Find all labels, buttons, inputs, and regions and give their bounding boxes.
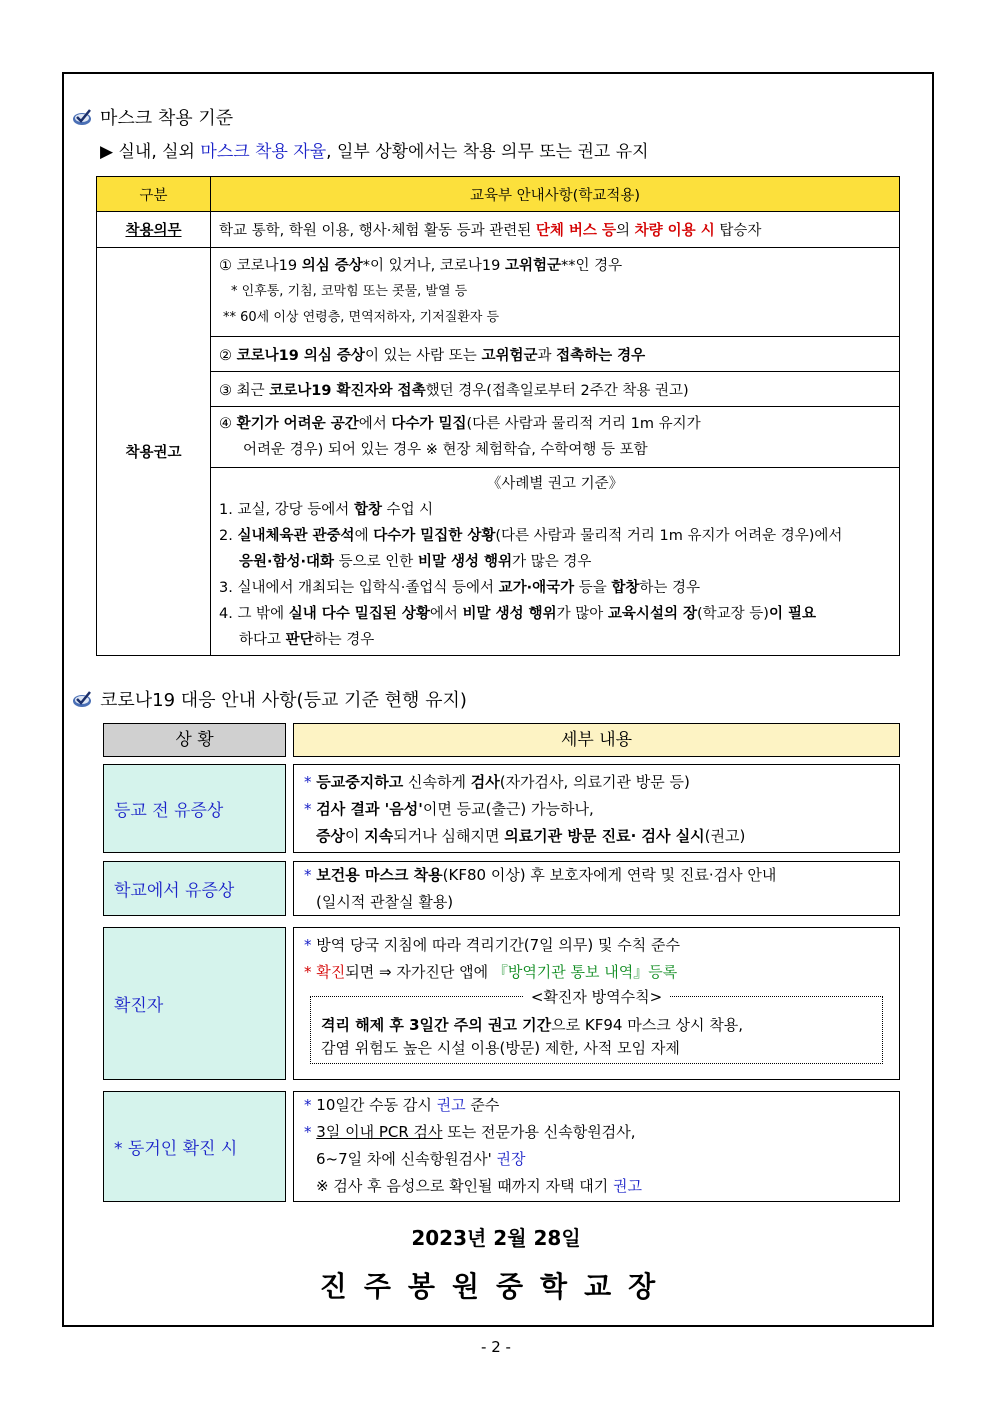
section2-heading	[72, 686, 467, 712]
sub-text-a: 실내, 실외	[118, 142, 195, 162]
rec-row-3: ③ 최근 코로나19 확진자와 접촉했던 경우(접촉일로부터 2주간 착용 권고)	[211, 372, 900, 407]
quarantine-rules-box: <확진자 방역수칙> 격리 해제 후 3일간 주의 권고 기간으로 KF94 마스크 상시 착용, 감염 위험도 높은 시설 이용(방문) 제한, 사적 모임 자제	[310, 996, 883, 1064]
row4-content: * 10일간 수동 감시 권고 준수 * 3일 이내 PCR 검사 또는 전문가용 신속항원검사, 6~7일 차에 신속항원검사' 권장 ※ 검사 후 음성으로 확인될 때까지 자택 대기 권고	[293, 1091, 900, 1202]
check-icon	[72, 689, 92, 709]
sub-text-b: 마스크 착용 자율	[200, 142, 327, 162]
rec-row-1: ① 코로나19 의심 증상*이 있거나, 코로나19 고위험군**인 경우 * 인후통, 기침, 코막힘 또는 콧물, 발열 등 ** 60세 이상 연령층, 면역저하자, 기저질환자 등	[211, 248, 900, 337]
table2-header-right: 세부 내용	[293, 723, 900, 757]
table2-header-left: 상 황	[103, 723, 286, 757]
row2-label: 학교에서 유증상	[103, 861, 286, 916]
section1-heading	[72, 104, 233, 130]
mask-table	[96, 176, 900, 656]
arrow-icon: ▶	[100, 142, 114, 162]
page-number: - 2 -	[481, 1338, 511, 1356]
rec-label: 착용권고	[97, 248, 211, 656]
duty-content: 학교 통학, 학원 이용, 행사·체험 활동 등과 관련된 단체 버스 등의 차량 이용 시 탑승자	[211, 212, 900, 248]
row1-label: 등교 전 유증상	[103, 764, 286, 853]
table1-header-right: 교육부 안내사항(학교적용)	[211, 177, 900, 212]
rec-row-4: ④ 환기가 어려운 공간에서 다수가 밀집(다른 사람과 물리적 거리 1m 유지가 어려운 경우) 되어 있는 경우 ※ 현장 체험학습, 수학여행 등 포함	[211, 407, 900, 468]
document-date: 2023년 2월 28일	[411, 1226, 581, 1250]
sub-text-c: , 일부 상황에서는 착용 의무 또는 권고 유지	[326, 142, 649, 162]
rec-row-2: ② 코로나19 의심 증상이 있는 사람 또는 고위험군과 접촉하는 경우	[211, 337, 900, 372]
duty-label: 착용의무	[97, 212, 211, 248]
row4-label: * 동거인 확진 시	[103, 1091, 286, 1202]
check-icon	[72, 107, 92, 127]
row3-label: 확진자	[103, 927, 286, 1080]
section1-title: 마스크 착용 기준	[100, 108, 234, 129]
row1-content: * 등교중지하고 신속하게 검사(자가검사, 의료기관 방문 등) * 검사 결과 '음성'이면 등교(출근) 가능하나, 증상이 지속되거나 심해지면 의료기관 방문 진료· 검사 실시(권고)	[293, 764, 900, 853]
section2-title: 코로나19 대응 안내 사항(등교 기준 현행 유지)	[100, 690, 467, 711]
rec-row-cases: 《사례별 권고 기준》 1. 교실, 강당 등에서 합창 수업 시 2. 실내체육관 관중석에 다수가 밀집한 상황(다른 사람과 물리적 거리 1m 유지가 어려운 경우)에서 응원·함성·대화 등으로 인한 비말 생성 행위가 많은 경우 3. 실내에서 개최되는 입학식·졸업식 등에서 교가·애국가 등을 합창하는 경우 4. 그 밖에 실내 다수 밀집된 상황에서 비말 생성 행위가 많아 교육시설의 장(학교장 등)이 필요 하다고 판단하는 경우	[211, 468, 900, 656]
row3-content: * 방역 당국 지침에 따라 격리기간(7일 의무) 및 수칙 준수 * 확진되면 ⇒ 자가진단 앱에 『방역기관 통보 내역』등록 <확진자 방역수칙> 격리 해제 후 3일간 주의 권고 기간으로 KF94 마스크 상시 착용, 감염 위험도 높은 시설 이용(방문) 제한, 사적 모임 자제	[293, 927, 900, 1080]
table1-header-left: 구분	[97, 177, 211, 212]
quarantine-rules-title: <확진자 방역수칙>	[523, 988, 670, 1006]
school-principal: 진주봉원중학교장	[319, 1270, 673, 1303]
section1-subtitle	[100, 137, 649, 162]
row2-content: * 보건용 마스크 착용(KF80 이상) 후 보호자에게 연락 및 진료·검사 안내 (일시적 관찰실 활용)	[293, 861, 900, 916]
